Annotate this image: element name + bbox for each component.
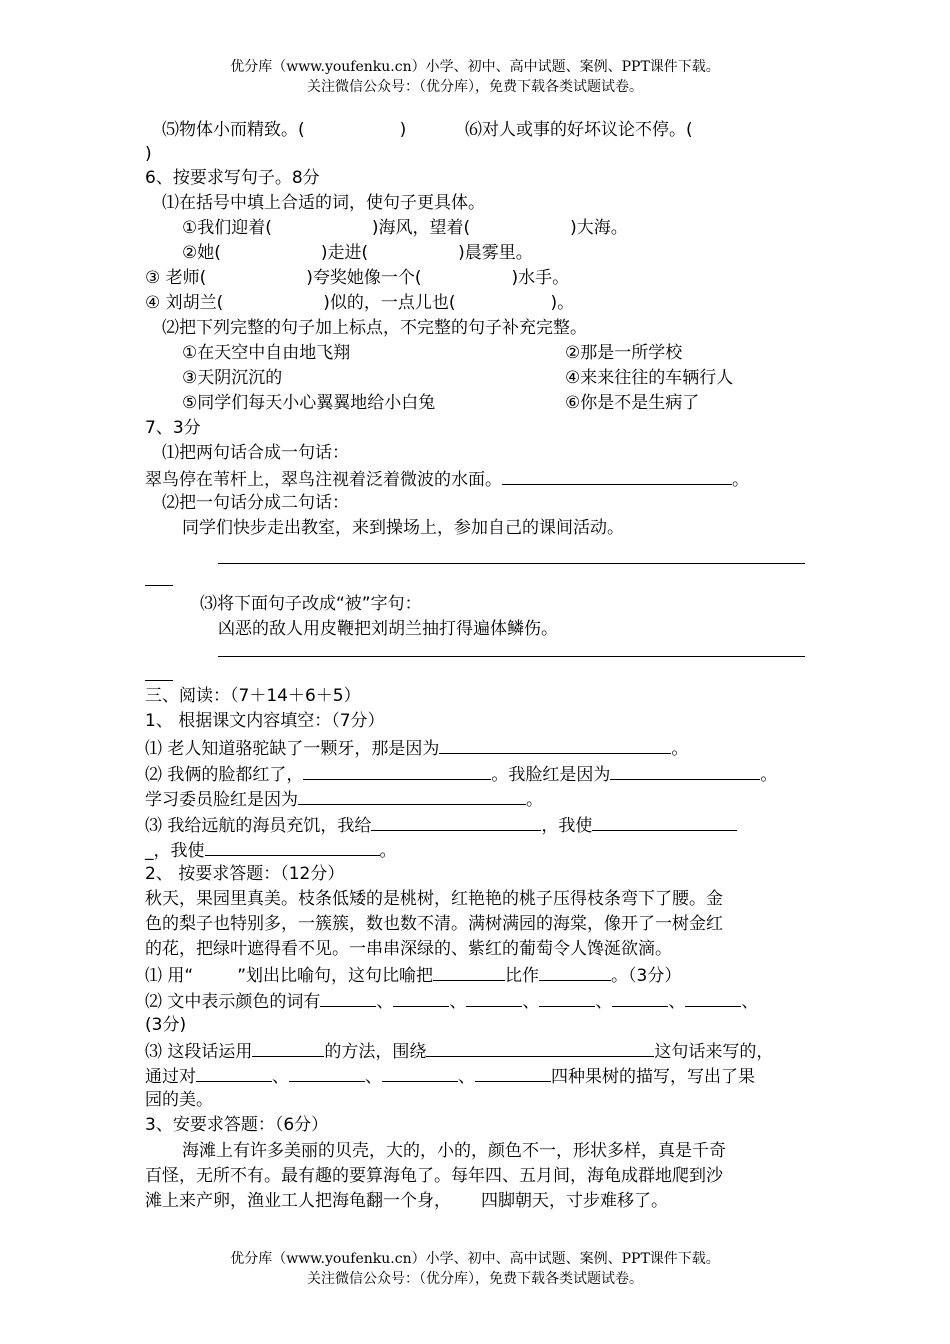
r2-q3e: 四种果树的描写，写出了果	[551, 1067, 755, 1087]
q5-item5: ⑸物体小而精致。(	[162, 120, 305, 140]
q7-sub1: ⑴把两句话合成一句话：	[162, 443, 349, 463]
answer-blank[interactable]	[320, 988, 376, 1007]
answer-blank[interactable]	[475, 1063, 551, 1082]
page-header-line1: 优分库（www.youfenku.cn）小学、初中、高中试题、案例、PPT课件下载。	[230, 59, 720, 75]
r1-l5a: _，我使	[145, 841, 205, 861]
answer-blank[interactable]	[252, 1038, 324, 1057]
q6-title: 6、按要求写句子。8分	[145, 168, 320, 188]
answer-blank[interactable]	[439, 735, 671, 754]
q6-p4: ④来来往往的车辆行人	[565, 368, 734, 388]
reading-part2-title: 2、 按要求答题：（12分）	[145, 864, 345, 884]
answer-blank[interactable]	[382, 1063, 458, 1082]
separator: 、	[458, 1067, 475, 1087]
q6-s2-part1: ②她(	[182, 243, 221, 263]
answer-blank[interactable]	[433, 962, 505, 981]
separator: 、	[365, 1067, 382, 1087]
r1-l5b: 。	[379, 841, 397, 861]
r2-q1c: 比作	[505, 966, 540, 986]
page-footer-line1: 优分库（www.youfenku.cn）小学、初中、高中试题、案例、PPT课件下载。	[230, 1251, 720, 1267]
q6-sub2: ⑵把下列完整的句子加上标点，不完整的句子补充完整。	[162, 318, 587, 338]
answer-blank[interactable]	[196, 1063, 272, 1082]
r1-l1a: ⑴ 老人知道骆驼缺了一颗牙，那是因为	[145, 739, 440, 759]
q6-s2-part2: )走进(	[320, 243, 369, 263]
answer-blank[interactable]	[502, 466, 732, 485]
reading-part3-para-line1: 海滩上有许多美丽的贝壳，大的，小的，颜色不一，形状多样，真是千奇	[182, 1141, 726, 1161]
separator: 、	[595, 992, 613, 1012]
reading-part1-line1	[145, 735, 688, 761]
r1-l1b: 。	[671, 739, 689, 759]
q6-p5: ⑤同学们每天小心翼翼地给小白兔	[182, 393, 436, 413]
r1-l4a: ⑶ 我给远航的海员充饥，我给	[145, 816, 372, 836]
q6-p2: ②那是一所学校	[565, 343, 683, 363]
r1-l3a: 学习委员脸红是因为	[145, 790, 298, 810]
r3-line3a: 滩上来产卵，渔业工人把海龟翻一个身，	[145, 1191, 451, 1211]
reading-part2-q3-line1	[145, 1038, 773, 1064]
q6-s2-part3: )晨雾里。	[458, 243, 533, 263]
answer-blank[interactable]	[205, 837, 380, 856]
answer-blank[interactable]	[466, 988, 522, 1007]
q6-sentence1	[182, 216, 628, 240]
r2-q3b: 的方法，围绕	[324, 1042, 427, 1062]
page-header-line2: 关注微信公众号：（优分库），免费下载各类试题试卷。	[307, 79, 643, 95]
reading-part2-para-line3: 的花，把绿叶遮得看不见。一串串深绿的、紫红的葡萄令人馋涎欲滴。	[145, 939, 672, 959]
reading-part2-q3-line2	[145, 1063, 755, 1089]
r3-line3b: 四脚朝天，寸步难移了。	[481, 1191, 668, 1211]
reading-part2-q2	[145, 988, 758, 1014]
answer-blank[interactable]	[289, 1063, 365, 1082]
reading-title: 三、阅读：（7＋14＋6＋5）	[145, 686, 361, 706]
answer-blank[interactable]	[298, 786, 526, 805]
reading-part2-q1	[145, 962, 681, 988]
q7-sub2: ⑵把一句话分成二句话：	[162, 493, 349, 513]
reading-part2-para-line2: 色的梨子也特别多，一簇簇，数也数不清。满树满园的海棠，像开了一树金红	[145, 914, 723, 934]
r2-q3a: ⑶ 这段话运用	[145, 1042, 253, 1062]
q7-sent1-end: 。	[732, 470, 749, 490]
q6-sentence2	[182, 241, 533, 265]
q6-p1: ①在天空中自由地飞翔	[182, 343, 351, 363]
separator: 、	[741, 992, 759, 1012]
q5-item5-close: )	[399, 120, 407, 140]
q5-item6-close: )	[145, 144, 152, 164]
answer-blank[interactable]	[539, 988, 595, 1007]
r1-l4b: ，我使	[541, 816, 593, 836]
answer-blank[interactable]	[393, 988, 449, 1007]
reading-part1-line4	[145, 812, 737, 838]
answer-blank[interactable]	[539, 962, 611, 981]
reading-part3-para-line3	[145, 1189, 668, 1213]
separator: 、	[272, 1067, 289, 1087]
r1-l2a: ⑵ 我俩的脸都红了，	[145, 765, 304, 785]
q7-sentence2: 同学们快步走出教室，来到操场上，参加自己的课间活动。	[182, 518, 624, 538]
page-footer-line2: 关注微信公众号：（优分库），免费下载各类试题试卷。	[307, 1271, 643, 1287]
answer-blank[interactable]	[303, 761, 491, 780]
q6-s1-part1: ①我们迎着(	[182, 218, 272, 238]
separator: 、	[522, 992, 540, 1012]
q6-s4-part1: ④ 刘胡兰(	[145, 293, 224, 313]
q6-sentence4	[145, 291, 574, 315]
q6-s4-part2: )似的，一点儿也(	[323, 293, 456, 313]
answer-blank[interactable]	[610, 761, 760, 780]
r2-q2a: ⑵ 文中表示颜色的词有	[145, 992, 321, 1012]
q6-s1-part2: )海风，望着(	[371, 218, 471, 238]
q6-s1-part3: )大海。	[570, 218, 628, 238]
q6-p3: ③天阴沉沉的	[182, 368, 283, 388]
reading-part2-para-line1: 秋天，果园里真美。枝条低矮的是桃树，红艳艳的桃子压得枝条弯下了腰。金	[145, 889, 723, 909]
r1-l2b: 。我脸红是因为	[491, 765, 611, 785]
q7-sent1-text: 翠鸟停在苇杆上，翠鸟注视着泛着微波的水面。	[145, 470, 502, 490]
q7-sentence3: 凶恶的敌人用皮鞭把刘胡兰抽打得遍体鳞伤。	[218, 619, 558, 639]
reading-part1-title: 1、 根据课文内容填空：（7分）	[145, 711, 385, 731]
q5-item6: ⑹对人或事的好坏议论不停。(	[465, 120, 693, 140]
r2-q1a: ⑴ 用“	[145, 966, 194, 986]
answer-line[interactable]	[145, 680, 173, 681]
q6-s4-part3: )。	[550, 293, 575, 313]
separator: 、	[376, 992, 394, 1012]
answer-line[interactable]	[218, 563, 805, 564]
answer-blank[interactable]	[685, 988, 741, 1007]
reading-part1-line3	[145, 786, 543, 812]
q6-sub1: ⑴在括号中填上合适的词，使句子更具体。	[162, 193, 485, 213]
q6-p6: ⑥你是不是生病了	[565, 393, 700, 413]
separator: 、	[668, 992, 686, 1012]
q6-sentence3	[145, 266, 569, 290]
reading-part2-q2-score: (3分)	[145, 1015, 187, 1035]
reading-part1-line5	[145, 837, 397, 863]
answer-blank[interactable]	[426, 1038, 654, 1057]
separator: 、	[449, 992, 467, 1012]
r2-q1d: 。（3分）	[611, 966, 682, 986]
r2-q1b: ”划出比喻句，这句比喻把	[237, 966, 434, 986]
q5-item5-line	[162, 118, 406, 142]
reading-part1-line2	[145, 761, 777, 787]
q7-sentence1	[145, 466, 749, 492]
reading-part3-title: 3、安要求答题：（6分）	[145, 1115, 329, 1135]
q7-title: 7、3分	[145, 418, 201, 438]
reading-part2-q3-line3: 园的美。	[145, 1090, 213, 1110]
answer-blank[interactable]	[612, 988, 668, 1007]
q6-s3-part3: )水手。	[511, 268, 570, 288]
q6-s3-part2: )夸奖她像一个(	[306, 268, 422, 288]
answer-line[interactable]	[145, 585, 173, 586]
r1-l2c: 。	[760, 765, 778, 785]
r2-q3c: 这句话来写的，	[654, 1042, 774, 1062]
answer-blank[interactable]	[371, 812, 541, 831]
r1-l3b: 。	[526, 790, 543, 810]
answer-line[interactable]	[218, 656, 805, 657]
q7-sub3: ⑶将下面句子改成“被”字句：	[200, 594, 422, 614]
q6-s3-part1: ③ 老师(	[145, 268, 207, 288]
answer-blank[interactable]	[592, 812, 737, 831]
reading-part3-para-line2: 百怪，无所不有。最有趣的要算海龟了。每年四、五月间，海龟成群地爬到沙	[145, 1166, 723, 1186]
r2-q3d: 通过对	[145, 1067, 196, 1087]
